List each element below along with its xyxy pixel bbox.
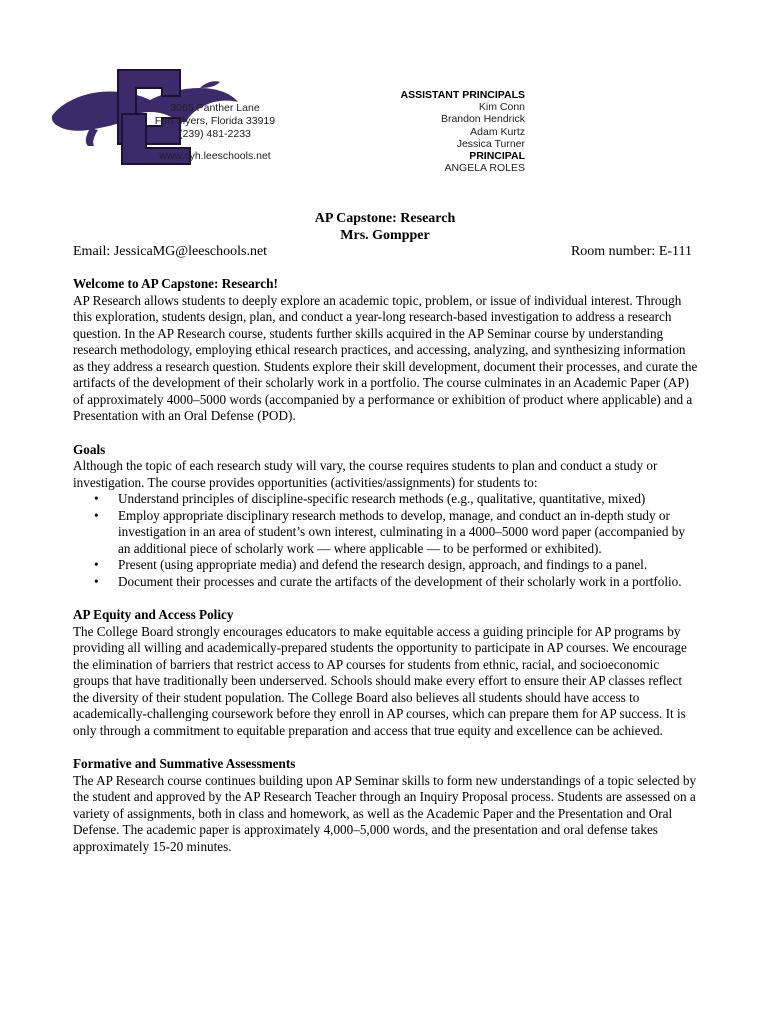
document-body [73, 276, 698, 872]
teacher-name: Mrs. Gompper [340, 228, 430, 243]
goals-intro: Although the topic of each research study will vary, the course requires students to plan and conduct a study or investigation. The course provides opportunities (activities/assignments) for students to: [73, 458, 658, 490]
assessments-paragraph: The AP Research course continues building upon AP Seminar skills to form new understandings of a topic selected by the student and approved by the AP Research Teacher through an Inquiry Proposal process. Students are assessed on a variety of assignments, both in class and homework, as well as the Academic Paper and the Presentation and Oral Defense. The academic paper is approximately 4,000–5,000 words, and the presentation and oral defense takes approximately 15-20 minutes. [73, 772, 697, 854]
goals-section [73, 442, 698, 591]
goal-text: Present (using appropriate media) and defend the research design, approach, and findings to a panel. [118, 557, 648, 572]
bullet-icon: • [94, 557, 99, 572]
principal-name: ANGELA ROLES [444, 162, 525, 175]
welcome-heading: Welcome to AP Capstone: Research! [73, 276, 278, 291]
bullet-icon: • [94, 491, 99, 506]
assistant-principal-name: Adam Kurtz [470, 125, 525, 138]
equity-paragraph: The College Board strongly encourages educators to make equitable access a guiding principle for AP programs by providing all willing and academically-prepared students the opportunity to participate in AP courses. We encourage the elimination of barriers that restrict access to AP courses for students from ethnic, racial, and socioeconomic groups that have traditionally been underserved. Schools should make every effort to ensure their AP classes reflect the diversity of their student population. The College Board also believes all students should have access to academically-challenging coursework before they enroll in AP courses, which can prepare them for AP success. It is only through a commitment to equitable preparation and access that true equity and excellence can be achieved. [73, 623, 687, 738]
teacher-email: Email: JessicaMG@leeschools.net [73, 244, 268, 259]
course-title-block [0, 210, 770, 244]
equity-section [73, 607, 698, 739]
course-title: AP Capstone: Research [314, 211, 456, 226]
goals-list [73, 491, 698, 590]
address-line1: 3065 Panther Lane [170, 102, 260, 114]
goal-text: Understand principles of discipline-specific research methods (e.g., qualitative, quantitative, mixed) [118, 491, 646, 506]
list-item [94, 491, 698, 508]
assessments-heading: Formative and Summative Assessments [73, 756, 296, 771]
address-line2: Fort Myers, Florida 33919 [154, 115, 276, 127]
assistant-principals-heading: ASSISTANT PRINCIPALS [400, 89, 525, 101]
welcome-section [73, 276, 698, 425]
assistant-principal-name: Brandon Hendrick [440, 113, 525, 126]
goals-heading: Goals [73, 441, 106, 457]
bullet-icon: • [94, 573, 99, 589]
goal-text: Document their processes and curate the artifacts of the development of their scholarly work in a portfolio. [118, 573, 682, 589]
logo-text: CL [50, 64, 52, 65]
bullet-icon: • [94, 507, 99, 523]
list-item [94, 507, 698, 558]
room-number: Room number: E-111 [570, 244, 692, 259]
assessments-section [73, 756, 698, 855]
school-website: www.cyh.leeschools.net [159, 150, 271, 162]
list-item [94, 557, 698, 574]
principal-heading: PRINCIPAL [469, 150, 525, 163]
assistant-principal-name: Kim Conn [478, 101, 525, 114]
administration-block [325, 89, 525, 174]
school-address-block [140, 102, 290, 163]
list-item [94, 573, 698, 591]
phone-number: (239) 481-2233 [179, 128, 251, 140]
welcome-paragraph: AP Research allows students to deeply explore an academic topic, problem, or issue of individual interest. Through this exploration, students design, plan, and conduct a year-long research-based investigation to address a research question. In the AP Research course, students further skills acquired in the AP Seminar course by understanding research methodology, employing ethical research practices, and accessing, analyzing, and synthesizing information as they address a research question. Students explore their skill development, document their processes, and curate the artifacts of the development of their scholarly work in a portfolio. The course culminates in an Academic Paper (AP) of approximately 4000–5000 words (accompanied by a performance or exhibition of product where applicable) and a Presentation with an Oral Defense (POD). [73, 292, 698, 423]
assistant-principal-name: Jessica Turner [456, 137, 525, 150]
goal-text: Employ appropriate disciplinary research methods to develop, manage, and conduct an in-depth study or investigation in an area of student’s own interest, culminating in a 4000–5000 word paper (accompanied by an additional piece of scholarly work — where applicable — to be performed or exhibited). [118, 507, 685, 556]
equity-heading: AP Equity and Access Policy [73, 607, 234, 622]
